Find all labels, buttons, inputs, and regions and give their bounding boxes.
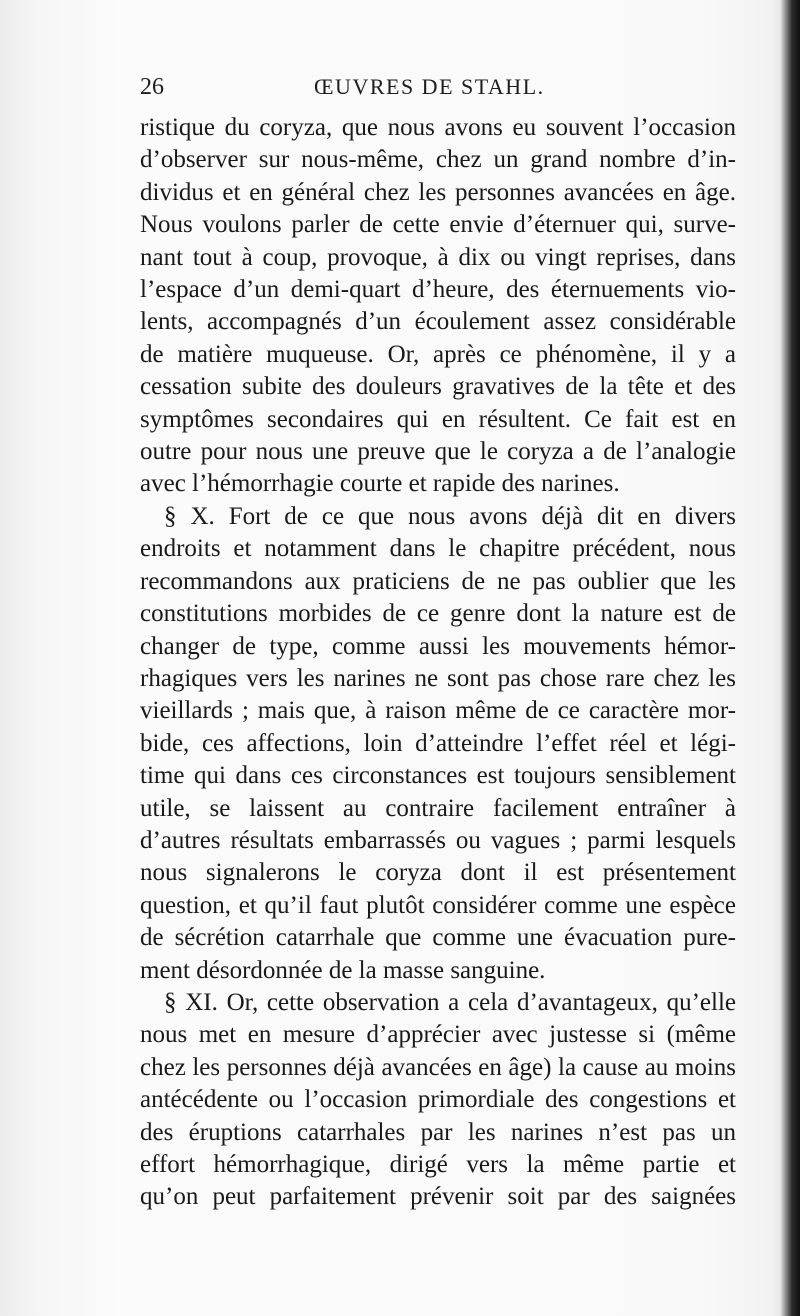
text-line: outre pour nous une preuve que le coryza a de l’analogie (140, 438, 736, 466)
text-line: lents, accompagnés d’un écoulement assez considérable (140, 308, 736, 336)
text-line: d’autres résultats embarrassés ou vagues ; parmi lesquels (140, 826, 736, 854)
text-line: de sécrétion catarrhale que comme une évacuation pure- (140, 924, 736, 952)
text-line: nant tout à coup, provoque, à dix ou vingt reprises, dans (140, 243, 736, 271)
text-line: de matière muqueuse. Or, après ce phénomène, il y a (140, 340, 736, 368)
text-line: nous signalerons le coryza dont il est présentement (140, 859, 736, 887)
text-line: vieillards ; mais que, à raison même de ce caractère mor- (140, 697, 736, 725)
text-line: utile, se laissent au contraire facilement entraîner à (140, 794, 736, 822)
text-line: ment désordonnée de la masse sanguine. (140, 956, 546, 984)
text-line: time qui dans ces circonstances est toujours sensiblement (140, 762, 736, 790)
text-line: changer de type, comme aussi les mouvements hémor- (140, 632, 736, 660)
text-line: rhagiques vers les narines ne sont pas chose rare chez les (140, 664, 736, 692)
text-line: dividus et en général chez les personnes avancées en âge. (140, 178, 736, 206)
text-line: endroits et notamment dans le chapitre précédent, nous (140, 535, 736, 563)
text-line: Nous voulons parler de cette envie d’éternuer qui, surve- (140, 211, 736, 239)
running-title: ŒUVRES DE STAHL. (314, 74, 545, 99)
text-line: constitutions morbides de ce genre dont la nature est de (140, 600, 736, 628)
text-line: cessation subite des douleurs gravatives de la tête et des (140, 373, 736, 401)
text-line: ristique du coryza, que nous avons eu souvent l’occasion (140, 114, 736, 141)
text-line: question, et qu’il faut plutôt considérer comme une espèce (140, 891, 736, 919)
page-number: 26 (140, 74, 164, 100)
section-heading-line: § X. Fort de ce que nous avons déjà dit en divers (164, 502, 736, 530)
text-line: bide, ces affections, loin d’atteindre l’effet réel et légi- (140, 729, 736, 757)
text-line: qu’on peut parfaitement prévenir soit par des saignées (140, 1183, 736, 1211)
section-heading-line: § XI. Or, cette observation a cela d’avantageux, qu’elle (164, 988, 736, 1016)
text-line: chez les personnes déjà avancées en âge) la cause au moins (140, 1053, 736, 1081)
text-line: symptômes secondaires qui en résultent. Ce fait est en (140, 405, 736, 433)
text-line: des éruptions catarrhales par les narines n’est pas un (140, 1118, 736, 1146)
text-line: nous met en mesure d’apprécier avec justesse si (même (140, 1021, 736, 1049)
text-line: antécédente ou l’occasion primordiale des congestions et (140, 1086, 736, 1114)
page-header (140, 70, 736, 104)
text-line: l’espace d’un demi-quart d’heure, des éternuements vio- (140, 276, 736, 304)
body-text (140, 112, 736, 1214)
text-line: effort hémorrhagique, dirigé vers la même partie et (140, 1151, 736, 1178)
text-line: recommandons aux praticiens de ne pas oublier que les (140, 567, 736, 595)
text-line: d’observer sur nous-même, chez un grand nombre d’in- (140, 146, 736, 174)
text-line: avec l’hémorrhagie courte et rapide des narines. (140, 470, 620, 498)
